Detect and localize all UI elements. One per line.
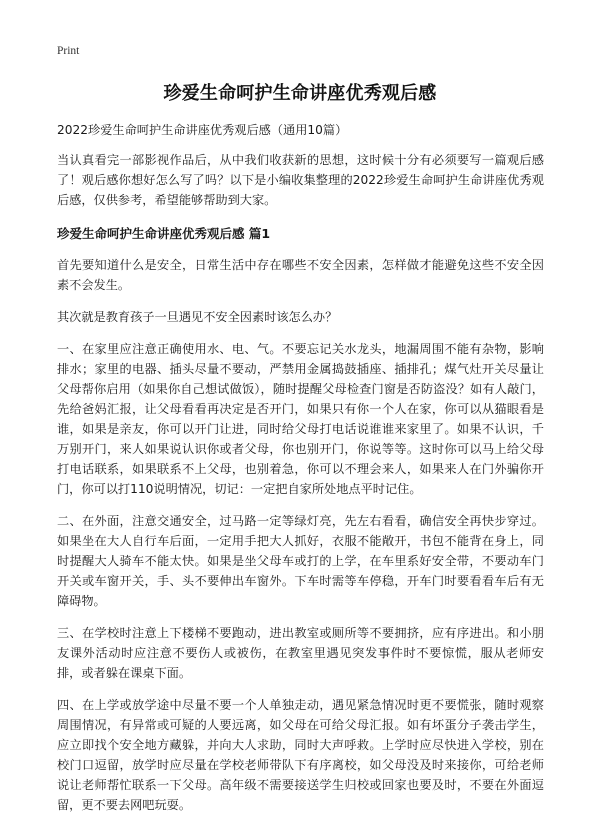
page-title: 珍爱生命呵护生命讲座优秀观后感 — [163, 83, 437, 104]
paragraph-4: 二、在外面，注意交通安全，过马路一定等绿灯亮，先左右看看，确信安全再快步穿过。如果坐在大人自行车后面，一定用手把大人抓好，衣服不能敞开，书包不能背在身上，同时提醒大人骑车不能太快。如果是坐父母车或打的上学，在车里系好安全带，不要动车门开关或车窗开关，手、头不要伸出车窗外。下车时需等车停稳，开车门时要看看车后有无障碍物。 — [57, 514, 544, 608]
paragraph-2: 其次就是教育孩子一旦遇见不安全因素时该怎么办？ — [57, 310, 338, 324]
paragraph-3: 一、在家里应注意正确使用水、电、气。不要忘记关水龙头，地漏周围不能有杂物，影响排水；家里的电器、插头尽量不要动，严禁用金属捣鼓插座、插排孔；煤气灶开关尽量让父母帮你启用（如果你自己想试做饭），随时提醒父母检查门窗是否防盗没？如有人敲门，先给爸妈汇报，让父母看看再决定是否开门，如果只有你一个人在家，你可以从猫眼看是谁，如果是亲友，你可以开门让进，同时给父母打电话说谁谁来家里了。如果不认识，千万别开门，来人如果说认识你或者父母，你也别开门，你说等等。这时你可以马上给父母打电话联系，如果联系不上父母，也别着急，你可以不理会来人，如果来人在门外骗你开门，你可以打110说明情况，切记：一定把自家所处地点平时记住。 — [57, 342, 544, 496]
document-body — [57, 120, 544, 827]
paragraph-6: 四、在上学或放学途中尽量不要一个人单独走动，遇见紧急情况时更不要慌张，随时观察周围情况，有异常或可疑的人要远离，如父母在可给父母汇报。如有坏蛋分子袭击学生，应立即找个安全地方藏躲，并向大人求助，同时大声呼救。上学时应尽快进入学校，别在校门口逗留，放学时应尽量在学校老师带队下有序离校，如父母没及时来接你，可给老师说让老师帮忙联系一下父母。高年级不需要接送学生归校或回家也要及时，不要在外面逗留，更不要去网吧玩耍。 — [57, 698, 544, 812]
print-label[interactable]: Print — [57, 45, 80, 57]
section-heading: 珍爱生命呵护生命讲座优秀观后感 篇1 — [57, 226, 271, 241]
paragraph-1: 首先要知道什么是安全，日常生活中存在哪些不安全因素，怎样做才能避免这些不安全因素不会发生。 — [57, 258, 544, 292]
intro-paragraph: 当认真看完一部影视作品后，从中我们收获新的思想，这时候十分有必须要写一篇观后感了！观后感你想好怎么写了吗？以下是小编收集整理的2022珍爱生命呵护生命讲座优秀观后感，仅供参考，希望能够帮助到大家。 — [57, 153, 544, 207]
paragraph-5: 三、在学校时注意上下楼梯不要跑动，进出教室或厕所等不要拥挤，应有序进出。和小朋友课外活动时应注意不要伤人或被伤，在教室里遇见突发事件时不要惊慌，服从老师安排，或者躲在课桌下面。 — [57, 626, 544, 680]
document-subtitle: 2022珍爱生命呵护生命讲座优秀观后感（通用10篇） — [57, 123, 348, 137]
